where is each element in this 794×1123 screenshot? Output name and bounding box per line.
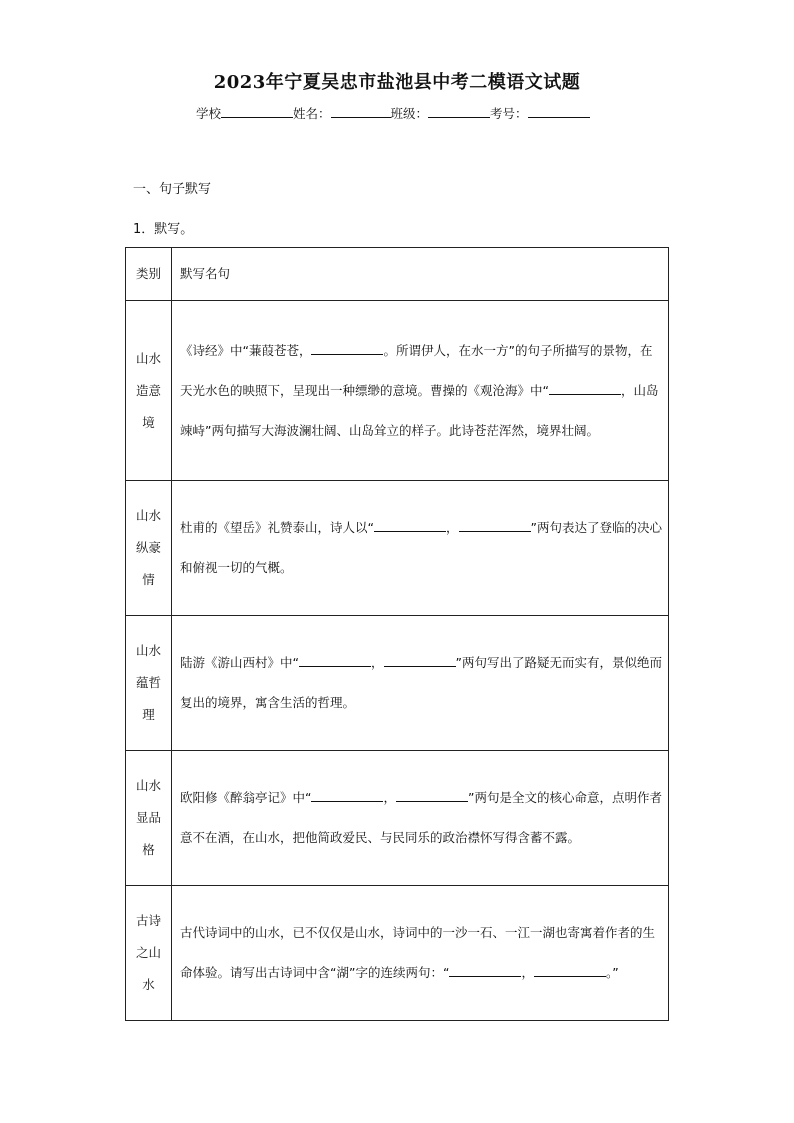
category-label: 山水造意境: [135, 350, 161, 430]
exam-number-label: 考号：: [490, 106, 528, 121]
content-cell: [172, 301, 669, 481]
content-text: ，: [521, 965, 534, 980]
question-label: 1．默写。: [133, 222, 194, 237]
table-row: [126, 751, 669, 886]
answer-blank[interactable]: [396, 787, 468, 802]
content-text: ，: [445, 520, 459, 535]
answer-blank[interactable]: [299, 652, 371, 667]
content-text: 。所谓伊人，在水一方”的句子所描写的景物，在天光水色的映照下，呈现出一种缥缈的意境。曹操的《观沧海》中“: [180, 342, 653, 398]
answer-blank[interactable]: [384, 652, 456, 667]
category-cell: [126, 616, 172, 751]
category-cell: [126, 886, 172, 1021]
content-text: 《诗经》中“蒹葭苍苍，: [180, 342, 312, 358]
content-text: 杜甫的《望岳》礼赞泰山，诗人以“: [180, 520, 374, 535]
category-cell: [126, 301, 172, 481]
content-text: ，: [370, 655, 384, 670]
category-label: 山水显品格: [135, 778, 161, 857]
name-label: 姓名：: [293, 106, 331, 121]
content-cell: [172, 886, 669, 1021]
class-label: 班级：: [390, 106, 429, 121]
class-blank[interactable]: [428, 105, 490, 118]
answer-blank[interactable]: [311, 787, 383, 802]
answer-blank[interactable]: [449, 962, 521, 977]
category-label: 山水蕴哲理: [135, 643, 161, 722]
category-label: 山水纵豪情: [135, 508, 161, 587]
answer-blank[interactable]: [311, 340, 383, 355]
table-row: [126, 616, 669, 751]
content-text: ，: [383, 790, 396, 805]
category-cell: [126, 481, 172, 616]
content-cell: [172, 616, 669, 751]
content-text: 。”: [605, 965, 619, 980]
table-row: [126, 301, 669, 481]
answer-blank[interactable]: [534, 962, 606, 977]
content-text: 欧阳修《醉翁亭记》中“: [180, 790, 312, 805]
content-text: ”两句表达了登临的决心和俯视一切的气概。: [180, 520, 662, 575]
table-row: [126, 481, 669, 616]
school-label: 学校: [196, 106, 222, 121]
exam-number-blank[interactable]: [528, 105, 590, 118]
name-blank[interactable]: [331, 105, 391, 118]
dictation-table: [125, 247, 669, 1021]
section-heading: 一、句子默写: [133, 182, 212, 197]
content-text: 古代诗词中的山水，已不仅仅是山水，诗词中的一沙一石、一江一湖也寄寓着作者的生命体验。请写出古诗词中含“湖”字的连续两句：“: [180, 925, 656, 980]
category-label: 古诗之山水: [135, 913, 161, 992]
header-category: 类别: [126, 248, 172, 301]
page-title: 2023年宁夏吴忠市盐池县中考二模语文试题: [213, 72, 581, 93]
category-cell: [126, 751, 172, 886]
header-content: 默写名句: [172, 248, 669, 301]
table-row: [126, 886, 669, 1021]
content-cell: [172, 751, 669, 886]
content-text: ”两句是全文的核心命意，点明作者意不在酒，在山水，把他简政爱民、与民同乐的政治襟怀写得含蓄不露。: [180, 790, 662, 845]
table-header-row: [126, 248, 669, 301]
answer-blank[interactable]: [374, 517, 446, 532]
content-text: ”两句写出了路疑无而实有，景似绝而复出的境界，寓含生活的哲理。: [180, 655, 662, 710]
student-info-line: [196, 104, 590, 122]
content-cell: [172, 481, 669, 616]
answer-blank[interactable]: [549, 380, 621, 395]
school-blank[interactable]: [221, 105, 293, 118]
content-text: 陆游《游山西村》中“: [180, 655, 299, 670]
content-text: ，山岛竦峙”两句描写大海波澜壮阔、山岛耸立的样子。此诗苍茫浑然，境界壮阔。: [180, 382, 659, 438]
answer-blank[interactable]: [459, 517, 531, 532]
